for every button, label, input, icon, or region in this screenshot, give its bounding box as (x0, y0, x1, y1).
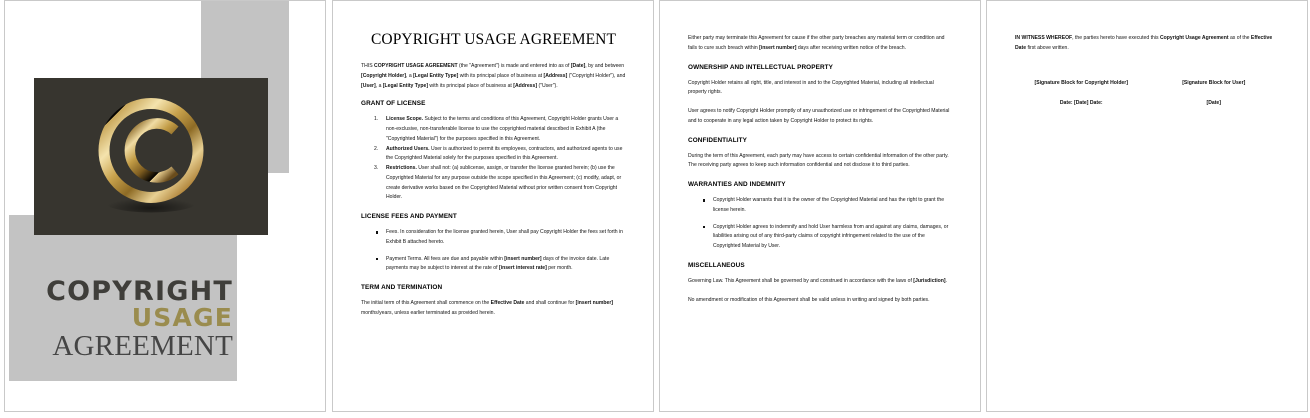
ownership-paragraph-2: User agrees to notify Copyright Holder promptly of any unauthorized use or infringement of the Copyrighted Material and to cooperate in any legal action taken by Copyright Holder to protect its rights. (688, 108, 950, 124)
document-page-4[interactable] (986, 0, 1308, 412)
section-heading-license-fees: LICENSE FEES AND PAYMENT (361, 213, 457, 221)
term-paragraph: The initial term of this Agreement shall commence on the Effective Date and shall continue for [insert number] months/years, unless earlier terminated as provided herein. (361, 300, 613, 317)
section-heading-warranties: WARRANTIES AND INDEMNITY (688, 181, 786, 189)
cover-title-line-1: COPYRIGHT (46, 276, 233, 307)
copyright-symbol-icon (87, 90, 215, 218)
signature-block-copyright-holder: [Signature Block for Copyright Holder] (1034, 79, 1128, 86)
grant-of-license-list (361, 115, 626, 203)
cover-layout (5, 1, 325, 411)
section-heading-confidentiality: CONFIDENTIALITY (688, 136, 748, 144)
cover-hero-image (34, 78, 268, 235)
cover-title-line-3: AGREEMENT (52, 329, 233, 362)
date-field-left: Date: [Date] Date: (1059, 99, 1103, 106)
cover-title (5, 276, 237, 362)
list-item: Copyright Holder agrees to indemnify and hold User harmless from and against any claims, damages, or liabilities arising out of any third-party claims of copyright infringement related to the use of the Copyrighted Material by User. (688, 223, 953, 252)
document-page-3[interactable] (659, 0, 981, 412)
signature-dates-row (1015, 100, 1280, 106)
section-heading-grant-of-license: GRANT OF LICENSE (361, 100, 426, 108)
section-heading-miscellaneous: MISCELLANEOUS (688, 261, 745, 269)
confidentiality-paragraph: During the term of this Agreement, each party may have access to certain confidential information of the other party. The receiving party agrees to keep such information confidential and not disclose it to third parties. (688, 152, 949, 169)
page-2-content (333, 1, 653, 411)
list-item: Fees. In consideration for the license granted herein, User shall pay Copyright Holder the fees set forth in Exhibit B attached hereto. (361, 228, 626, 248)
signature-block-user: [Signature Block for User] (1182, 79, 1246, 86)
page-3-content (660, 1, 980, 411)
governing-law-paragraph: Governing Law. This Agreement shall be governed by and construed in accordance with the laws of [Jurisdiction]. (688, 277, 947, 284)
list-item: Restrictions. User shall not: (a) sublicense, assign, or transfer the license granted herein; (b) use the Copyrighted Material for any purpose outside the scope specified in this Agreement; (c) modify, adapt, or create derivative works based on the Copyrighted Material without prior written consent from Copyright Holder. (386, 165, 622, 201)
termination-paragraph: Either party may terminate this Agreement for cause if the other party breaches any material term or condition and fails to cure such breach within [insert number] days after receiving written notice of the breach. (688, 35, 945, 51)
date-field-right: [Date] (1206, 99, 1221, 106)
section-heading-ownership: OWNERSHIP AND INTELLECTUAL PROPERTY (688, 63, 834, 71)
intro-paragraph: THIS COPYRIGHT USAGE AGREEMENT (the "Agreement") is made and entered into as of [Date], by and between [Copyright Holder], a [Legal Entity Type] with its principal place of business at [Address] ("Copyright Holder"), and [User], a [Legal Entity Type] with its principal place of business at [Address] ("User"). (361, 63, 626, 89)
ownership-paragraph-1: Copyright Holder retains all right, title, and interest in and to the Copyrighted Material, including all intellectual property rights. (688, 79, 934, 96)
warranties-list (688, 196, 953, 252)
signature-blocks-row (1015, 80, 1280, 86)
list-item: Authorized Users. User is authorized to permit its employees, contractors, and authorized agents to use the Copyrighted Material solely for the purposes specified in this Agreement. (386, 145, 623, 162)
license-fees-list (361, 228, 626, 274)
cover-title-line-2: USAGE (131, 303, 233, 333)
document-page-2[interactable] (332, 0, 654, 412)
section-heading-term-and-termination: TERM AND TERMINATION (361, 284, 443, 292)
page-title: COPYRIGHT USAGE AGREEMENT (370, 31, 617, 48)
amendment-paragraph: No amendment or modification of this Agreement shall be valid unless in writing and signed by both parties. (688, 296, 930, 303)
list-item: License Scope. Subject to the terms and conditions of this Agreement, Copyright Holder grants User a non-exclusive, non-transferable license to use the copyrighted material described in Exhibit A (the "Copyrighted Material") for the purposes specified in this Agreement. (386, 116, 619, 142)
document-page-1[interactable] (4, 0, 326, 412)
list-item: Copyright Holder warrants that it is the owner of the Copyrighted Material and has the right to grant the license herein. (688, 196, 953, 216)
witness-paragraph: IN WITNESS WHEREOF, the parties hereto have executed this Copyright Usage Agreement as of the Effective Date first above written. (1015, 35, 1273, 51)
page-4-content (987, 1, 1307, 411)
list-item: Payment Terms. All fees are due and payable within [insert number] days of the invoice date. Late payments may be subject to interest at the rate of [insert interest rate] per month. (361, 255, 626, 275)
